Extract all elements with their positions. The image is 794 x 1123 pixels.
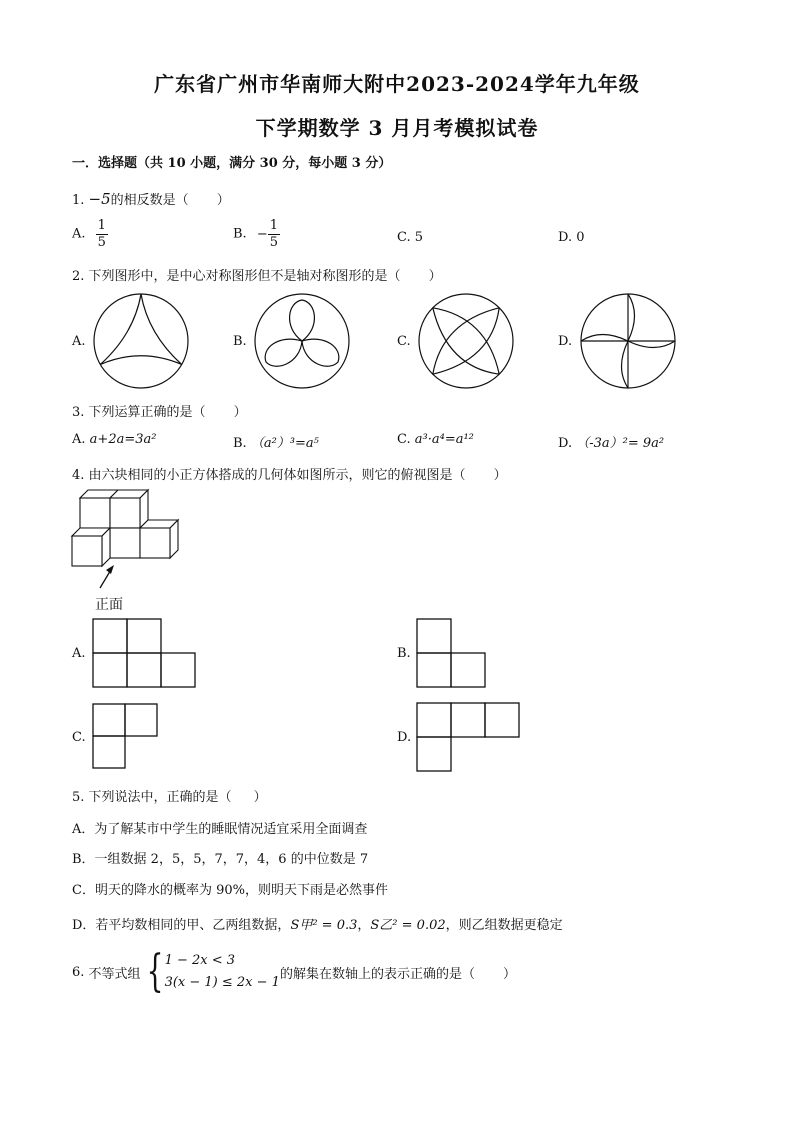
q4-option-d-grid (416, 702, 522, 772)
q1-option-b-label: B. (233, 226, 247, 242)
q3-option-d-expr: （-3a）²= 9a² (576, 436, 665, 451)
q1-option-a (72, 218, 108, 250)
q1-option-c (397, 230, 423, 245)
q4-label-a: A. (72, 646, 86, 661)
q2-number: 2. (72, 269, 85, 284)
q4-label-c: C. (72, 730, 86, 745)
q3-close: ） (233, 405, 247, 420)
q1-expression: −5 (88, 190, 111, 208)
q1-option-b-sign: − (256, 226, 268, 242)
q3-option-b-label: B. (233, 436, 247, 451)
q5-close: ） (253, 790, 267, 805)
q3-option-c-expr: a³·a⁴=a¹² (414, 432, 474, 447)
question-6 (72, 946, 516, 997)
q3-option-a-label: A. (72, 432, 86, 447)
q3-text: 下列运算正确的是（ (88, 405, 206, 420)
q2-label-d: D. (558, 334, 573, 349)
q2-label-c: C. (397, 334, 411, 349)
q1-number: 1. (72, 193, 85, 208)
q4-label-b: B. (397, 646, 411, 661)
q3-option-d-label: D. (558, 436, 573, 451)
q2-text: 下列图形中，是中心对称图形但不是轴对称图形的是（ (88, 269, 401, 284)
q1-option-b (233, 218, 280, 250)
fraction-numerator: 1 (97, 218, 106, 233)
brace-symbol: { (146, 946, 163, 997)
question-4 (72, 464, 507, 483)
q2-figure-c (417, 292, 515, 390)
question-5 (72, 786, 267, 805)
front-view-label: 正面 (95, 597, 123, 613)
q1-option-a-label: A. (72, 226, 86, 242)
q2-label-a: A. (72, 334, 86, 349)
q5-option-d (72, 914, 563, 933)
q1-option-c-label: C. (397, 230, 411, 245)
q5-option-d-mid: ， (357, 918, 371, 933)
q6-pre: 不等式组 (88, 966, 141, 982)
q4-close: ） (493, 468, 507, 483)
q1-option-a-fraction (96, 218, 108, 250)
exam-title-line2: 下学期数学 3 月月考模拟试卷 (255, 116, 539, 140)
q5-option-d-pre: D．若平均数相同的甲、乙两组数据， (72, 918, 291, 933)
q4-option-c-grid (92, 703, 158, 769)
q5-number: 5. (72, 790, 85, 805)
q4-number: 4. (72, 468, 85, 483)
q2-figure-a (92, 292, 190, 390)
q5-option-a: A．为了解某市中学生的睡眠情况适宜采用全面调查 (72, 822, 368, 837)
q6-inequalities (165, 950, 280, 994)
q5-option-d-post: ，则乙组数据更稳定 (445, 918, 563, 933)
q3-option-b-expr: （a²）³=a⁵ (250, 436, 319, 451)
q2-close: ） (428, 269, 442, 284)
q3-option-d (558, 432, 664, 451)
q5-text: 下列说法中，正确的是（ (88, 790, 232, 805)
q3-option-c-label: C. (397, 432, 411, 447)
q3-option-c (397, 432, 474, 447)
q4-text: 由六块相同的小正方体搭成的几何体如图所示，则它的俯视图是（ (88, 468, 466, 483)
fraction-numerator: 1 (269, 218, 279, 233)
q1-option-c-value: 5 (414, 230, 424, 245)
q5-option-c: C．明天的降水的概率为 90%，则明天下雨是必然事件 (72, 883, 388, 898)
question-2 (72, 265, 442, 284)
exam-title-line1: 广东省广州市华南师大附中2023-2024学年九年级 (154, 72, 640, 96)
q6-inequality-2: 3(x − 1) ≤ 2x − 1 (164, 975, 280, 990)
q1-option-b-fraction (268, 218, 280, 250)
fraction-denominator: 5 (97, 234, 106, 250)
q5-variance-jia: S甲² = 0.3 (290, 918, 358, 933)
q3-option-a (72, 432, 156, 447)
q4-cube-figure (70, 486, 190, 590)
q6-inequality-1: 1 − 2x < 3 (164, 953, 236, 968)
section-heading: 一．选择题（共 10 小题，满分 30 分，每小题 3 分） (72, 156, 392, 171)
q6-inequality-system (141, 946, 280, 997)
q1-option-d (558, 230, 585, 245)
q3-option-a-expr: a+2a=3a² (89, 432, 157, 447)
q3-option-b (233, 432, 319, 451)
question-1 (72, 189, 230, 208)
q6-number: 6. (72, 964, 85, 980)
q6-post: 的解集在数轴上的表示正确的是（ (279, 966, 475, 982)
question-3 (72, 401, 247, 420)
q5-variance-yi: S乙² = 0.02 (370, 918, 446, 933)
q4-option-a-grid (92, 618, 196, 688)
q2-label-b: B. (233, 334, 247, 349)
q1-option-d-label: D. (558, 230, 573, 245)
q3-number: 3. (72, 405, 85, 420)
q1-option-d-value: 0 (576, 230, 585, 245)
q2-figure-d (579, 292, 677, 390)
q1-close: ） (216, 193, 230, 208)
q5-option-b: B．一组数据 2，5，5，7，7，4，6 的中位数是 7 (72, 852, 369, 867)
q1-text: 的相反数是（ (110, 193, 189, 208)
fraction-denominator: 5 (269, 234, 279, 250)
q4-option-b-grid (416, 618, 486, 688)
q4-label-d: D. (397, 730, 412, 745)
q6-close: ） (502, 966, 516, 982)
q2-figure-b (253, 292, 351, 390)
